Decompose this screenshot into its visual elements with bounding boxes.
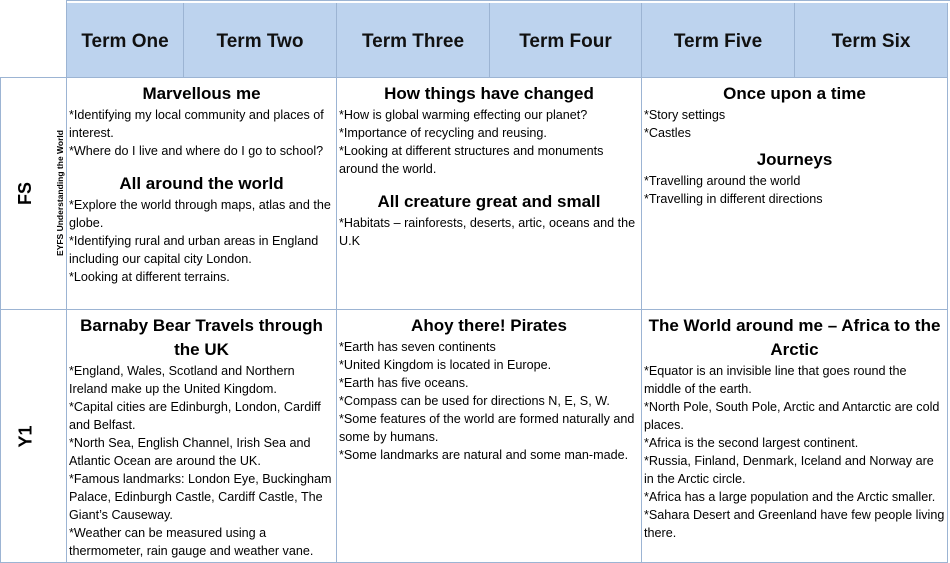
- eyfs-sublabel: EYFS Understanding the World: [55, 130, 65, 256]
- list-item: *Sahara Desert and Greenland have few people living there.: [644, 508, 945, 540]
- header-term-four-label: Term Four: [519, 31, 612, 52]
- list-item: *Africa has a large population and the Arctic smaller.: [644, 490, 936, 504]
- list-item: *Explore the world through maps, atlas and the globe.: [69, 198, 331, 230]
- topic-heading: All around the world: [119, 174, 284, 193]
- fs-term-one-two: [67, 78, 337, 310]
- topic-heading: Marvellous me: [142, 84, 261, 103]
- list-item: *Earth has five oceans.: [339, 376, 469, 390]
- header-term-four: [490, 3, 642, 78]
- list-item: *Castles: [644, 126, 691, 140]
- list-item: *Compass can be used for directions N, E, S, W.: [339, 394, 610, 408]
- y1-term-one-two: [67, 310, 337, 563]
- year-label-y1: Y1: [15, 424, 36, 448]
- list-item: *North Sea, English Channel, Irish Sea and Atlantic Ocean are around the UK.: [69, 436, 311, 468]
- list-item: *Importance of recycling and reusing.: [339, 126, 547, 140]
- topic-heading: Barnaby Bear Travels through the UK: [80, 316, 323, 359]
- topic-heading: How things have changed: [384, 84, 594, 103]
- list-item: *Equator is an invisible line that goes round the middle of the earth.: [644, 364, 907, 396]
- list-item: *How is global warming effecting our planet?: [339, 108, 588, 122]
- fs-term-three-four: [337, 78, 642, 310]
- list-item: *North Pole, South Pole, Arctic and Antarctic are cold places.: [644, 400, 940, 432]
- list-item: *Some landmarks are natural and some man-made.: [339, 448, 629, 462]
- header-term-five: [642, 3, 795, 78]
- year-cell-y1: [0, 310, 67, 563]
- list-item: *Weather can be measured using a thermometer, rain gauge and weather vane.: [69, 526, 314, 558]
- list-item: *Travelling in different directions: [644, 192, 823, 206]
- header-term-three: [337, 3, 490, 78]
- header-term-six-label: Term Six: [831, 31, 911, 52]
- header-term-two-label: Term Two: [216, 31, 304, 52]
- header-term-five-label: Term Five: [673, 31, 763, 52]
- list-item: *Looking at different terrains.: [69, 270, 230, 284]
- list-item: *Capital cities are Edinburgh, London, Cardiff and Belfast.: [69, 400, 321, 432]
- header-term-two: [184, 3, 337, 78]
- header-term-six: [795, 3, 948, 78]
- list-item: *Identifying rural and urban areas in England including our capital city London.: [69, 234, 319, 266]
- topic-heading: Journeys: [756, 150, 833, 169]
- list-item: *Story settings: [644, 108, 726, 122]
- list-item: *Russia, Finland, Denmark, Iceland and Norway are in the Arctic circle.: [644, 454, 934, 486]
- list-item: *Famous landmarks: London Eye, Buckingham Palace, Edinburgh Castle, Cardiff Castle, The Giant’s Causeway.: [69, 472, 332, 522]
- header-term-one: [67, 3, 184, 78]
- year-label-fs: FS: [15, 181, 36, 206]
- header-term-three-label: Term Three: [361, 31, 465, 52]
- list-item: *Africa is the second largest continent.: [644, 436, 859, 450]
- y1-term-three-four: [337, 310, 642, 563]
- topic-heading: All creature great and small: [377, 192, 601, 211]
- topic-heading: Ahoy there! Pirates: [411, 316, 567, 335]
- topic-heading: The World around me – Africa to the Arctic: [648, 316, 941, 359]
- list-item: *Habitats – rainforests, deserts, artic, oceans and the U.K: [339, 216, 636, 248]
- list-item: *Earth has seven continents: [339, 340, 496, 354]
- list-item: *United Kingdom is located in Europe.: [339, 358, 552, 372]
- list-item: *England, Wales, Scotland and Northern Ireland make up the United Kingdom.: [69, 364, 295, 396]
- y1-term-five-six: [642, 310, 948, 563]
- list-item: *Where do I live and where do I go to school?: [69, 144, 324, 158]
- list-item: *Travelling around the world: [644, 174, 801, 188]
- list-item: *Some features of the world are formed naturally and some by humans.: [339, 412, 635, 444]
- corner-cell: [0, 0, 67, 78]
- header-term-one-label: Term One: [81, 31, 169, 52]
- topic-heading: Once upon a time: [723, 84, 866, 103]
- list-item: *Identifying my local community and places of interest.: [69, 108, 324, 140]
- fs-term-five-six: [642, 78, 948, 310]
- list-item: *Looking at different structures and monuments around the world.: [339, 144, 604, 176]
- year-cell-fs: [0, 78, 67, 310]
